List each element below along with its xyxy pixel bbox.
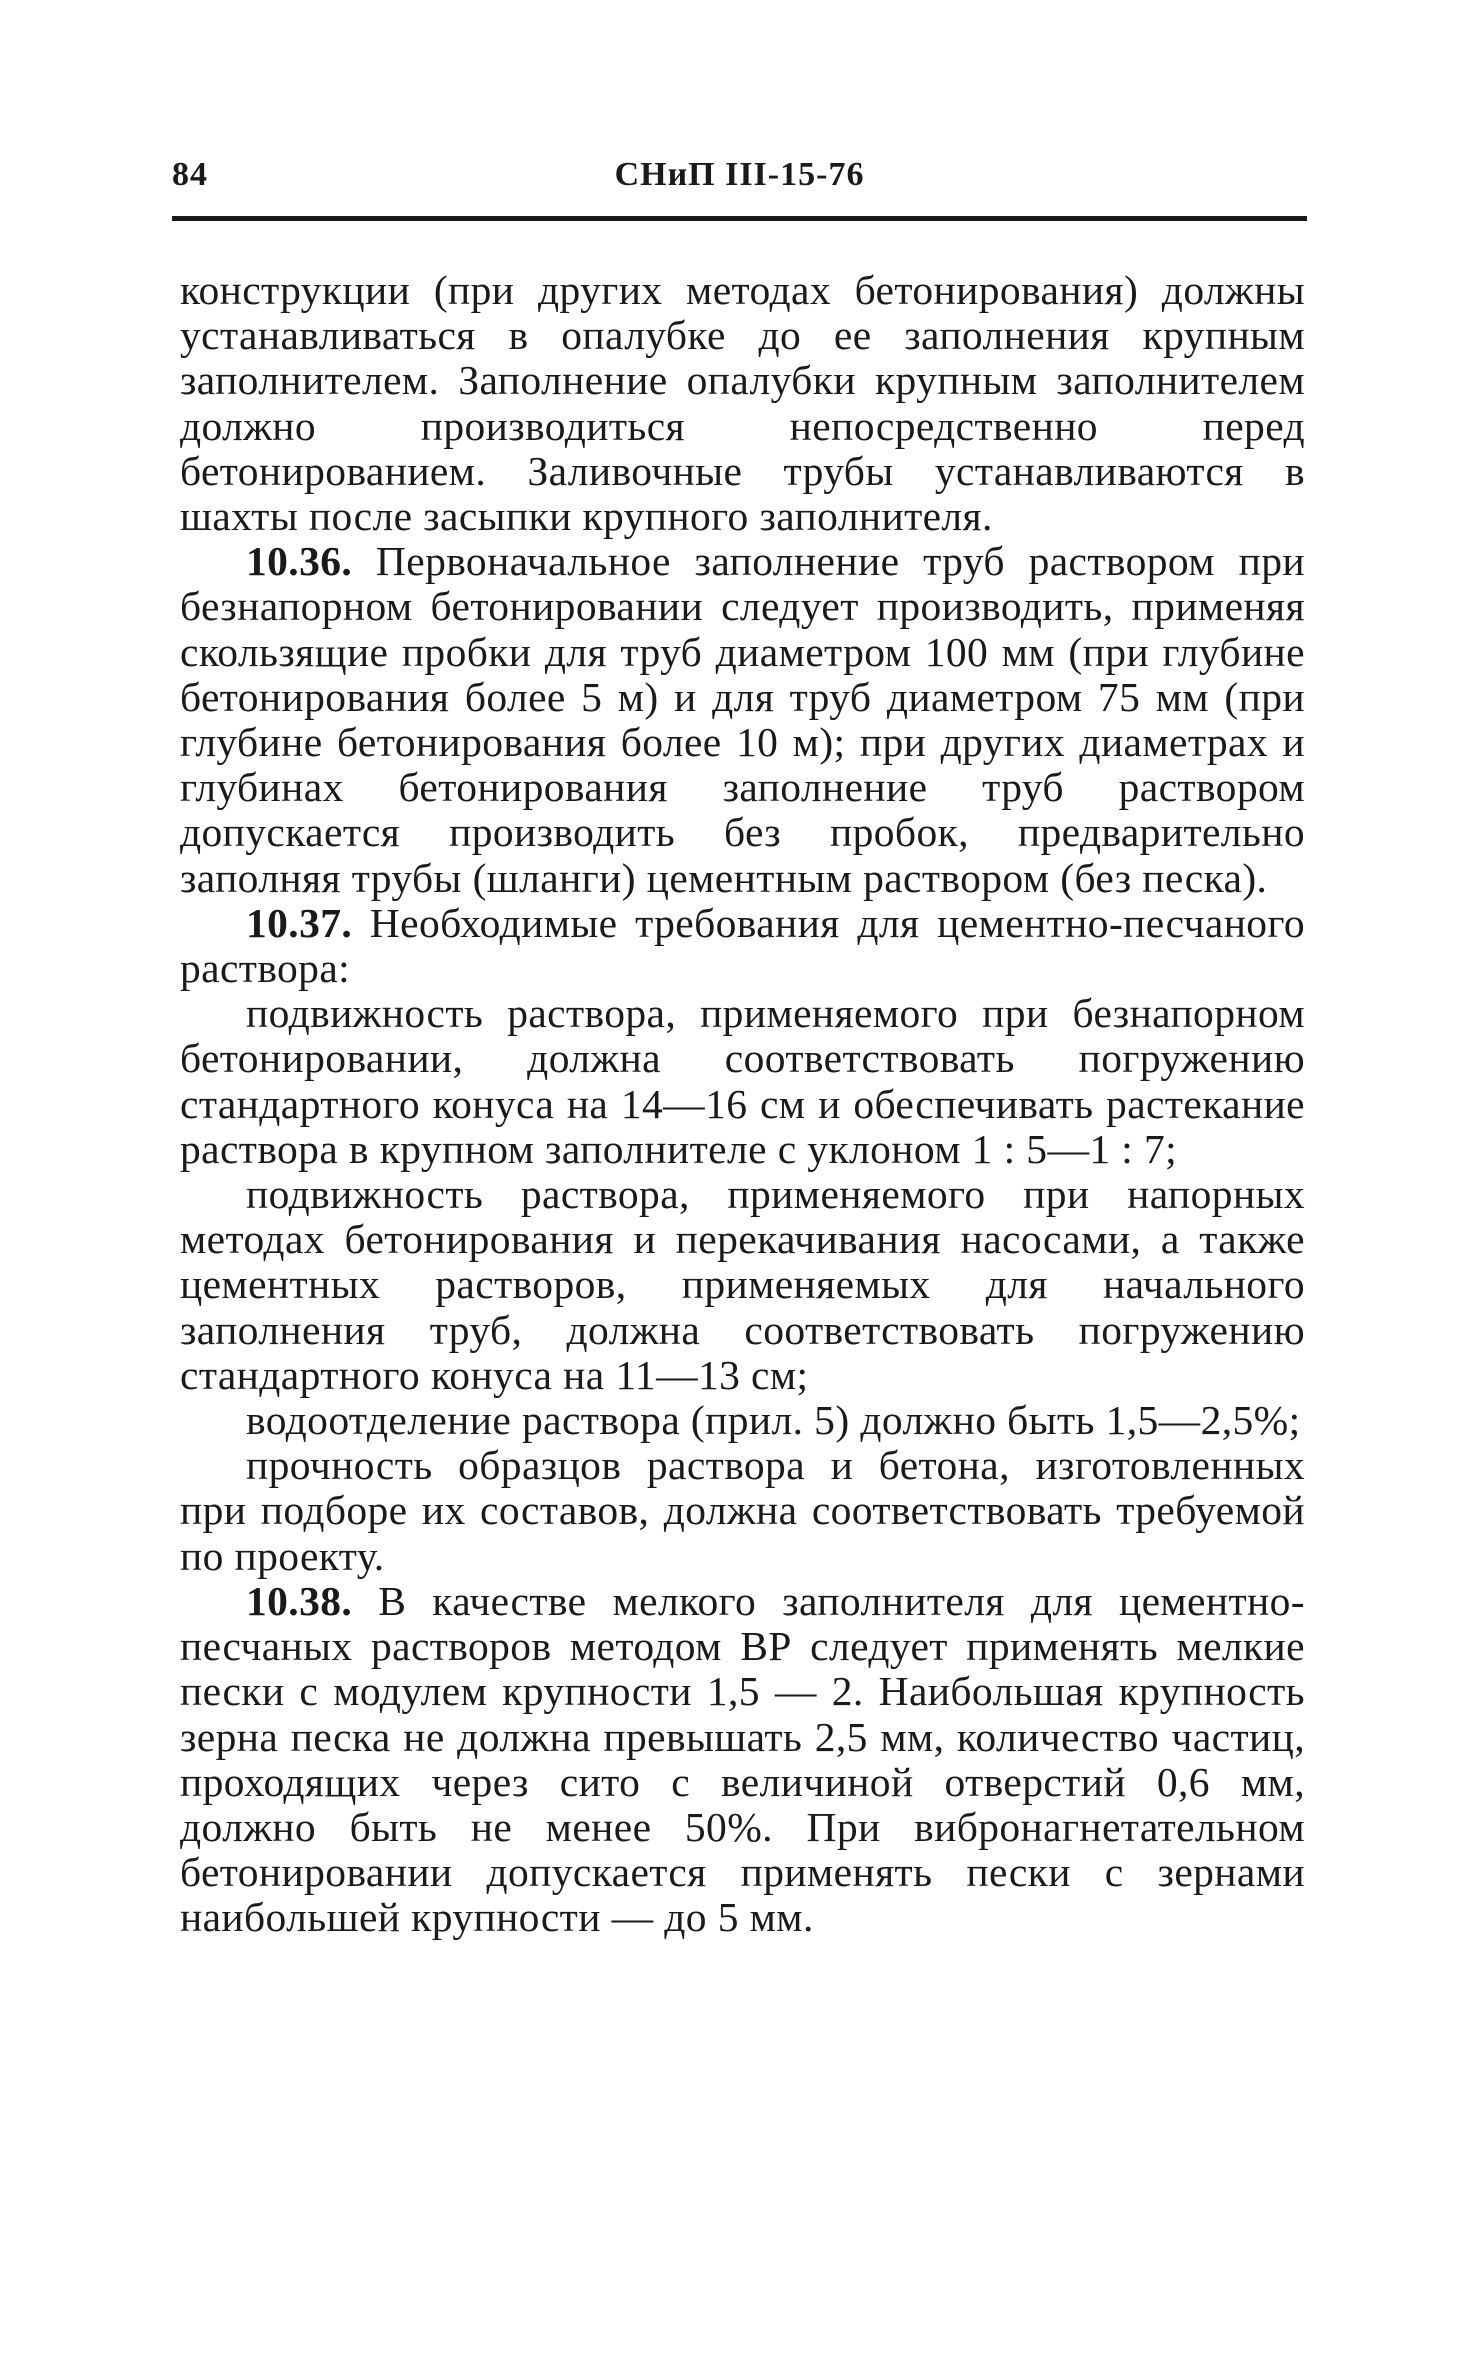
paragraph-text: Первоначальное заполнение труб раствором при безнапорном бетонировании следует производить, применяя скользящие пробки для труб диаметром 100 мм (при глубине бетонирования более 5 м) и для труб диаметром 75 мм (при глубине бетонирования более 10 м); при других диаметрах и глубинах бетонирования заполнение труб раствором допускается производить без пробок, предварительно заполняя трубы (шланги) цементным раствором (без песка). xyxy=(180,538,1305,901)
page-number: 84 xyxy=(172,156,208,193)
paragraph-text: подвижность раствора, применяемого при безнапорном бетонировании, должна соответствовать погружению стандартного конуса на 14—16 см и обеспечивать растекание раствора в крупном заполнителе с уклоном 1 : 5—1 : 7; xyxy=(180,990,1305,1172)
paragraph-text: прочность образцов раствора и бетона, изготовленных при подборе их составов, должна соответствовать требуемой по проекту. xyxy=(180,1442,1305,1579)
list-item xyxy=(180,991,1305,1172)
paragraph-continuation xyxy=(180,268,1305,539)
clause-number: 10.37. xyxy=(246,899,353,946)
list-item xyxy=(180,1172,1305,1398)
paragraph-10-37 xyxy=(180,901,1305,991)
page-header xyxy=(172,150,1307,220)
paragraph-10-36 xyxy=(180,539,1305,901)
body-text xyxy=(180,268,1305,1941)
paragraph-text: Необходимые требования для цементно-песчаного раствора: xyxy=(180,899,1305,992)
paragraph-10-38 xyxy=(180,1579,1305,1941)
running-title: СНиП III-15-76 xyxy=(614,156,865,193)
paragraph-text: водоотделение раствора (прил. 5) должно быть 1,5—2,5%; xyxy=(246,1397,1301,1444)
list-item xyxy=(180,1443,1305,1579)
paragraph-text: подвижность раствора, применяемого при напорных методах бетонирования и перекачивания насосами, а также цементных растворов, применяемых для начального заполнения труб, должна соответствовать погружению стандартного конуса на 11—13 см; xyxy=(180,1171,1305,1398)
paragraph-text: В качестве мелкого заполнителя для цементно-песчаных растворов методом ВР следует применять мелкие пески с модулем крупности 1,5 — 2. Наибольшая крупность зерна песка не должна превышать 2,5 мм, количество частиц, проходящих через сито с величиной отверстий 0,6 мм, должно быть не менее 50%. При вибронагнетательном бетонировании допускается применять пески с зернами наибольшей крупности — до 5 мм. xyxy=(180,1577,1305,1941)
header-rule xyxy=(172,216,1307,221)
paragraph-text: конструкции (при других методах бетонирования) должны устанавливаться в опалубке до ее заполнения крупным заполнителем. Заполнение опалубки крупным заполнителем должно производиться непосредственно перед бетонированием. Заливочные трубы устанавливаются в шахты после засыпки крупного заполнителя. xyxy=(180,267,1305,540)
list-item xyxy=(180,1398,1305,1443)
clause-number: 10.36. xyxy=(246,538,353,585)
clause-number: 10.38. xyxy=(246,1577,353,1624)
